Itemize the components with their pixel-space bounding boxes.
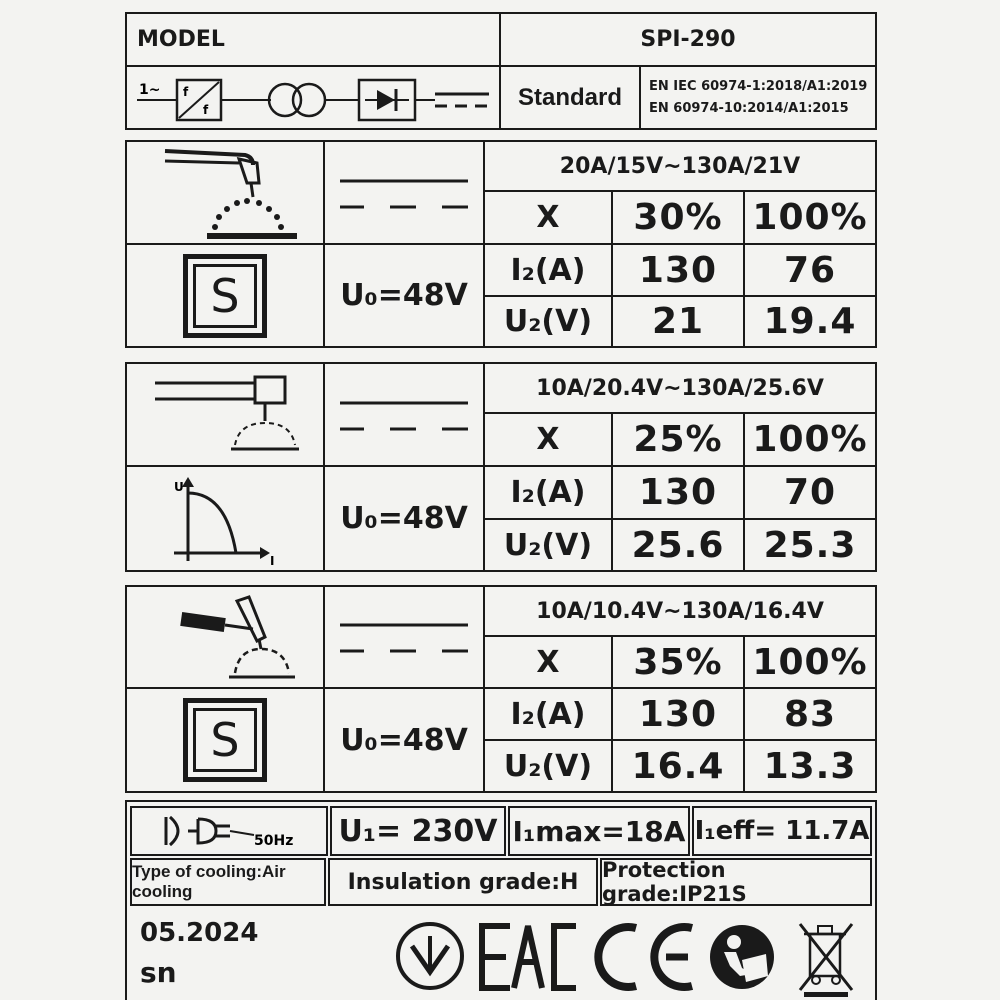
u2-label: U₂(V) xyxy=(503,527,593,563)
curve-u-label: U xyxy=(174,479,184,494)
range-value: 20A/15V~130A/21V xyxy=(559,153,801,179)
i1max-cell xyxy=(508,806,690,856)
i1max-value: I₁max=18A xyxy=(512,814,686,848)
u2-value: 25.6 xyxy=(631,524,725,566)
range-cell xyxy=(483,585,877,637)
serial-label: sn xyxy=(140,956,177,989)
circuit-symbol-cell xyxy=(125,65,501,130)
i2-label: I₂(A) xyxy=(510,252,586,288)
tig-torch-icon xyxy=(135,365,315,465)
u1-cell xyxy=(330,806,506,856)
x-label: X xyxy=(536,644,560,680)
i1eff-value: I₁eff= 11.7A xyxy=(694,816,870,846)
process-icon-cell xyxy=(125,362,325,467)
duty-cell-2 xyxy=(743,635,877,689)
i2-value: 76 xyxy=(783,249,837,291)
u0-cell xyxy=(323,465,485,572)
i2-value: 70 xyxy=(783,472,837,513)
range-value: 10A/20.4V~130A/25.6V xyxy=(536,375,824,401)
duty-value: 30% xyxy=(633,197,723,238)
duty-cell-2 xyxy=(743,412,877,467)
output-type-cell xyxy=(323,140,485,245)
u2-value: 21 xyxy=(651,301,705,342)
inverter-circuit-icon xyxy=(133,70,493,126)
cooling-cell xyxy=(130,858,326,906)
i2-value: 130 xyxy=(638,693,718,735)
duty-cell-1 xyxy=(611,412,745,467)
u2-label-cell xyxy=(483,518,613,572)
x-label-cell xyxy=(483,190,613,245)
weee-bin-icon xyxy=(800,924,852,997)
u1-value: U₁= 230V xyxy=(338,813,498,849)
eac-mark-icon xyxy=(482,926,576,988)
u2-cell-2 xyxy=(743,518,877,572)
insulation-value: Insulation grade:H xyxy=(347,869,579,895)
u2-cell-2 xyxy=(743,295,877,348)
model-label-cell xyxy=(125,12,501,67)
supply-icon-cell xyxy=(130,806,328,856)
safety-s-letter: S xyxy=(193,708,257,772)
u2-value: 19.4 xyxy=(763,301,857,342)
standard-item-1: EN IEC 60974-1:2018/A1:2019 xyxy=(649,78,868,94)
process-icon-cell xyxy=(125,140,325,245)
mma-electrode-icon xyxy=(135,587,315,687)
mig-torch-icon xyxy=(135,143,315,243)
u2-label: U₂(V) xyxy=(503,748,593,784)
i2-label: I₂(A) xyxy=(510,475,586,510)
duty-value: 100% xyxy=(752,641,868,683)
duty-value: 100% xyxy=(752,419,868,460)
u2-cell-2 xyxy=(743,739,877,793)
x-label-cell xyxy=(483,635,613,689)
x-label-cell xyxy=(483,412,613,467)
standard-label: Standard xyxy=(517,83,622,111)
insulation-cell xyxy=(328,858,598,906)
i2-label-cell xyxy=(483,687,613,741)
i2-cell-2 xyxy=(743,465,877,520)
u2-cell-1 xyxy=(611,295,745,348)
i2-value: 130 xyxy=(638,249,718,291)
model-value-cell xyxy=(499,12,877,67)
output-type-cell xyxy=(323,362,485,467)
x-label: X xyxy=(536,422,560,457)
range-cell xyxy=(483,362,877,414)
duty-cell-2 xyxy=(743,190,877,245)
date-label: 05.2024 xyxy=(140,918,259,948)
i2-label: I₂(A) xyxy=(510,696,586,732)
phase-label: 1~ xyxy=(139,81,161,98)
svg-text:f: f xyxy=(183,84,189,99)
model-value: SPI-290 xyxy=(640,27,736,52)
dc-output-icon xyxy=(334,385,474,445)
protection-cell xyxy=(600,858,872,906)
read-manual-icon xyxy=(710,925,774,989)
mode-icon-cell xyxy=(125,465,325,572)
safety-s-icon xyxy=(183,698,267,782)
duty-value: 100% xyxy=(752,197,868,238)
i2-cell-2 xyxy=(743,687,877,741)
ce-mark-icon xyxy=(598,927,692,987)
process-icon-cell xyxy=(125,585,325,689)
i1eff-cell xyxy=(692,806,872,856)
i2-cell-2 xyxy=(743,243,877,297)
mode-icon-cell xyxy=(125,687,325,793)
duty-value: 25% xyxy=(633,419,723,460)
drooping-curve-icon xyxy=(170,471,280,567)
u0-value: U₀=48V xyxy=(340,278,468,313)
standards-list-cell xyxy=(639,65,877,130)
i2-cell-1 xyxy=(611,465,745,520)
i2-label-cell xyxy=(483,243,613,297)
freq-label: 50Hz xyxy=(254,833,294,849)
safety-s-letter: S xyxy=(193,264,257,328)
u2-value: 25.3 xyxy=(763,524,857,566)
i2-value: 130 xyxy=(638,472,718,513)
safety-s-icon xyxy=(183,254,267,338)
range-cell xyxy=(483,140,877,192)
u2-label-cell xyxy=(483,295,613,348)
duty-cell-1 xyxy=(611,635,745,689)
i2-cell-1 xyxy=(611,243,745,297)
output-type-cell xyxy=(323,585,485,689)
i2-value: 83 xyxy=(783,693,837,735)
duty-cell-1 xyxy=(611,190,745,245)
u2-cell-1 xyxy=(611,739,745,793)
standard-item-2: EN 60974-10:2014/A1:2015 xyxy=(649,100,849,116)
dc-output-icon xyxy=(334,163,474,223)
u2-label: U₂(V) xyxy=(503,304,593,339)
u0-cell xyxy=(323,687,485,793)
curve-i-label: I xyxy=(270,553,275,567)
u2-cell-1 xyxy=(611,518,745,572)
x-label: X xyxy=(536,200,560,235)
dc-output-icon xyxy=(334,607,474,667)
ukrsepro-mark-icon xyxy=(398,924,462,988)
mains-plug-icon xyxy=(164,813,294,849)
duty-value: 35% xyxy=(633,641,723,683)
mode-icon-cell xyxy=(125,243,325,348)
i2-label-cell xyxy=(483,465,613,520)
cooling-value: Type of cooling:Air cooling xyxy=(132,862,286,901)
i2-cell-1 xyxy=(611,687,745,741)
u0-value: U₀=48V xyxy=(340,722,468,758)
u0-value: U₀=48V xyxy=(340,501,468,536)
u2-value: 13.3 xyxy=(763,745,857,787)
protection-value: Protection grade:IP21S xyxy=(602,858,747,906)
u2-value: 16.4 xyxy=(631,745,725,787)
u0-cell xyxy=(323,243,485,348)
standard-label-cell xyxy=(499,65,641,130)
svg-text:f: f xyxy=(203,102,209,117)
range-value: 10A/10.4V~130A/16.4V xyxy=(536,598,824,624)
model-label: MODEL xyxy=(137,27,225,52)
u2-label-cell xyxy=(483,739,613,793)
certification-marks xyxy=(390,912,870,998)
